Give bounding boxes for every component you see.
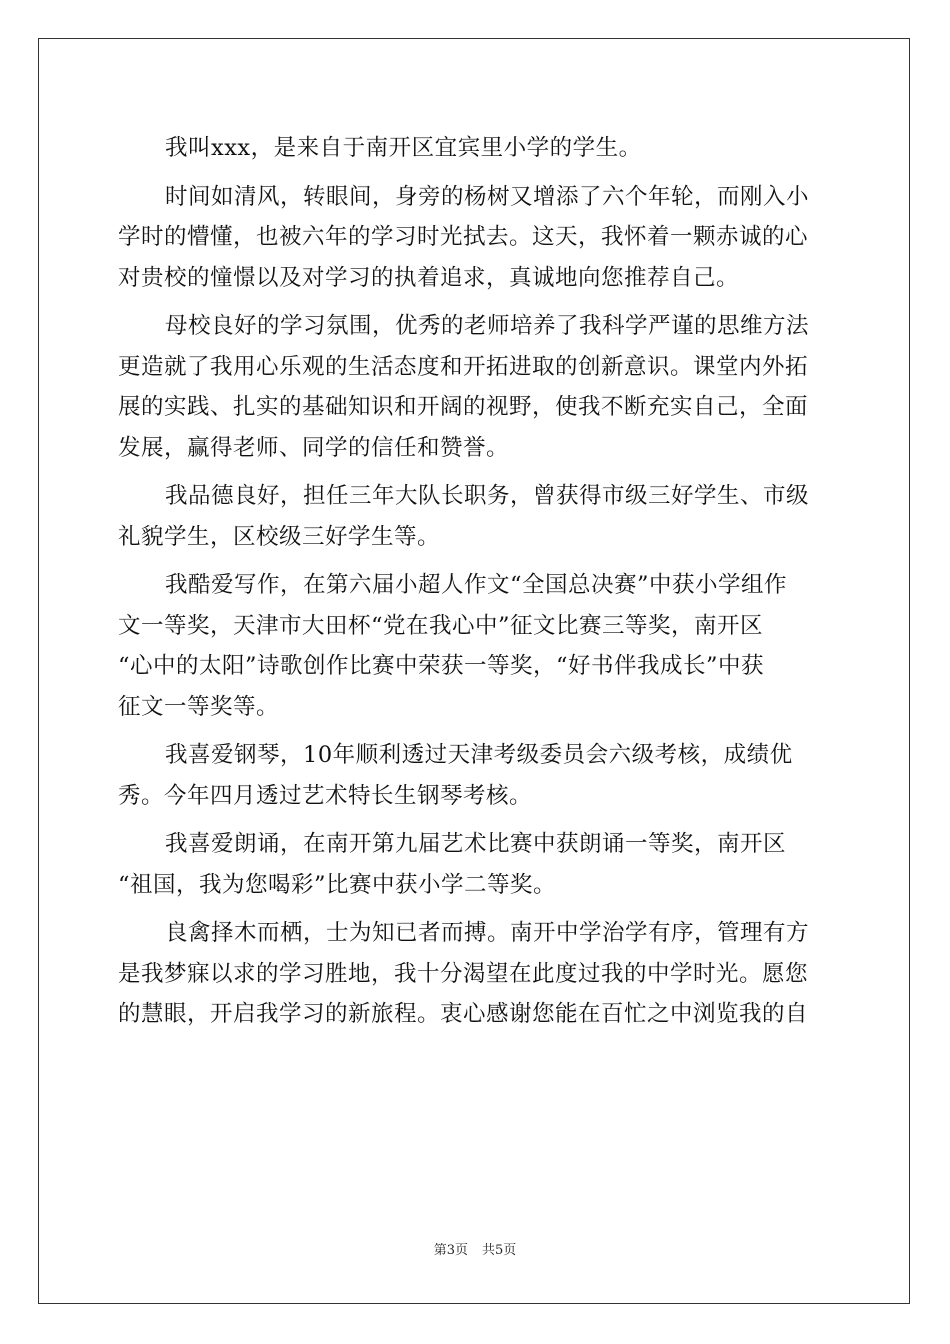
paragraph: 我喜爱朗诵，在南开第九届艺术比赛中获朗诵一等奖，南开区 “祖国，我为您喝彩”比赛中获小学二等奖。 — [118, 831, 787, 898]
paragraph: 母校良好的学习氛围，优秀的老师培养了我科学严谨的思维方法 更造就了我用心乐观的生活态度和开拓进取的创新意识。课堂内外拓 展的实践、扎实的基础知识和开阔的视野，使我不断充实自己，全面 发展，赢得老师、同学的信任和赞誉。 — [118, 313, 810, 461]
page-number: 第3页 — [433, 1243, 468, 1258]
paragraph: 我品德良好，担任三年大队长职务，曾获得市级三好学生、市级 礼貌学生，区校级三好学生等。 — [118, 483, 810, 550]
paragraph: 良禽择木而栖，士为知已者而搏。南开中学治学有序，管理有方 是我梦寐以求的学习胜地，我十分渴望在此度过我的中学时光。愿您 的慧眼，开启我学习的新旅程。衷心感谢您能在百忙之中浏览我的自 — [118, 920, 810, 1027]
paragraph: 我喜爱钢琴，10年顺利透过天津考级委员会六级考核，成绩优 秀。今年四月透过艺术特长生钢琴考核。 — [118, 742, 793, 809]
paragraph: 我叫xxx，是来自于南开区宜宾里小学的学生。 — [165, 135, 642, 161]
document-body — [118, 128, 834, 1035]
page-footer — [0, 1242, 950, 1260]
paragraph: 时间如清风，转眼间，身旁的杨树又增添了六个年轮，而刚入小 学时的懵懂，也被六年的学习时光拭去。这天，我怀着一颗赤诚的心 对贵校的憧憬以及对学习的执着追求，真诚地向您推荐自己。 — [118, 183, 810, 291]
paragraph: 我酷爱写作，在第六届小超人作文“全国总决赛”中获小学组作 文一等奖，天津市大田杯“党在我心中”征文比赛三等奖，南开区 “心中的太阳”诗歌创作比赛中荣获一等奖，“好书伴我成长”中获 征文一等奖等。 — [118, 572, 788, 720]
page-total: 共5页 — [482, 1243, 517, 1258]
